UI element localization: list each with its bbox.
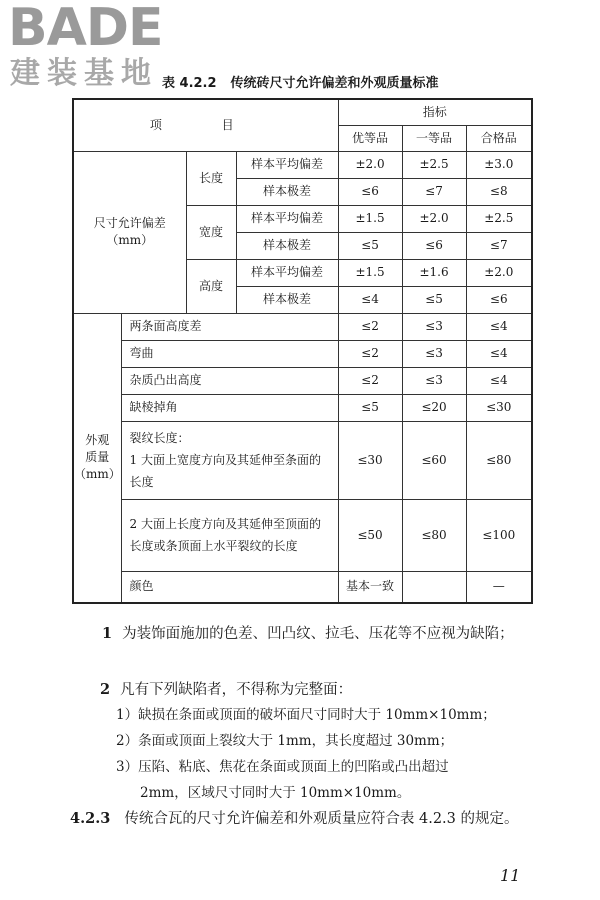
cell-value: ≤3 [402,340,466,367]
cell-value: ≤60 [402,421,466,499]
cell-value: ≤4 [338,286,402,313]
cell-value: — [466,571,532,603]
cell-value: ±2.0 [338,151,402,178]
cell-value: ≤4 [466,313,532,340]
cell-value: ≤8 [466,178,532,205]
cell-value: ±1.5 [338,259,402,286]
header-item: 项 目 [73,99,338,151]
cell-value: ±1.6 [402,259,466,286]
table-caption [162,72,439,91]
cell-value: ≤80 [402,499,466,571]
header-grade-premium: 优等品 [338,125,402,151]
note-1-text: 为装饰面施加的色差、凹凸纹、拉毛、压花等不应视为缺陷； [122,626,514,642]
row-label: 样本极差 [236,178,338,205]
note-1 [70,620,540,648]
note-1-number: 1 [102,625,113,642]
row-label: 样本平均偏差 [236,205,338,232]
page-number: 11 [500,866,521,885]
note-2 [100,676,570,704]
cell-value: ±2.5 [466,205,532,232]
row-label: 样本平均偏差 [236,151,338,178]
cell-value: ≤5 [338,232,402,259]
cell-value: ≤4 [466,340,532,367]
cell-value: ≤3 [402,313,466,340]
cell-value: ≤3 [402,367,466,394]
cell-value: ≤5 [338,394,402,421]
cell-value: ≤20 [402,394,466,421]
cell-value: ≤2 [338,313,402,340]
cell-value: ≤30 [338,421,402,499]
row-label: 弯曲 [121,340,338,367]
cell-value: ≤6 [338,178,402,205]
row-label: 缺棱掉角 [121,394,338,421]
cell-value: ≤30 [466,394,532,421]
row-label-color: 颜色 [121,571,338,603]
cell-value: ≤2 [338,340,402,367]
cell-value: 基本一致 [338,571,402,603]
note-2-number: 2 [100,681,111,698]
appearance-label: 外观 质量 （mm） [73,313,121,603]
group-height: 高度 [186,259,236,313]
cell-value: ≤7 [466,232,532,259]
quality-standard-table [72,98,533,604]
group-width: 宽度 [186,205,236,259]
sub-note-1: 1）缺损在条面或顶面的破坏面尺寸同时大于 10mm×10mm； [116,707,496,723]
cell-value: ±2.0 [466,259,532,286]
note-2-text: 凡有下列缺陷者，不得称为完整面： [120,682,353,698]
cell-value: ≤100 [466,499,532,571]
crack-item-1: 裂纹长度： 1 大面上宽度方向及其延伸至条面的长度 [121,421,338,499]
row-label: 样本极差 [236,286,338,313]
clause-4-2-3 [70,806,540,832]
table-number: 表 4.2.2 [162,76,217,91]
crack-title: 裂纹长度： [129,431,190,445]
cell-value: ≤6 [402,232,466,259]
group-length: 长度 [186,151,236,205]
cell-value: ≤5 [402,286,466,313]
table-title: 传统砖尺寸允许偏差和外观质量标准 [230,76,439,91]
row-label: 样本平均偏差 [236,259,338,286]
sub-note-3: 3）压陷、粘底、焦花在条面或顶面上的凹陷或凸出超过 2mm，区域尺寸同时大于 10mm×10mm。 [116,759,449,801]
cell-value: ±3.0 [466,151,532,178]
cell-value: ±2.5 [402,151,466,178]
row-label: 两条面高度差 [121,313,338,340]
clause-text: 传统合瓦的尺寸允许偏差和外观质量应符合表 4.2.3 的规定。 [124,811,519,827]
header-grade-first: 一等品 [402,125,466,151]
dimension-label: 尺寸允许偏差 （mm） [73,151,186,313]
row-label: 杂质凸出高度 [121,367,338,394]
cell-value: ±1.5 [338,205,402,232]
cell-value: ≤50 [338,499,402,571]
cell-value: ≤6 [466,286,532,313]
header-index: 指标 [338,99,532,125]
logo-text-cn: 建装基地 [10,56,158,91]
cell-value: ±2.0 [402,205,466,232]
cell-value: ≤4 [466,367,532,394]
row-label: 样本极差 [236,232,338,259]
watermark-logo [8,2,183,92]
crack-item-2: 2 大面上长度方向及其延伸至顶面的长度或条顶面上水平裂纹的长度 [121,499,338,571]
logo-text-en: BADE [8,0,163,58]
cell-value: ≤80 [466,421,532,499]
sub-note-2: 2）条面或顶面上裂纹大于 1mm，其长度超过 30mm； [116,733,454,749]
header-grade-qualified: 合格品 [466,125,532,151]
cell-value-empty [402,571,466,603]
clause-number: 4.2.3 [70,810,111,827]
cell-value: ≤7 [402,178,466,205]
cell-value: ≤2 [338,367,402,394]
